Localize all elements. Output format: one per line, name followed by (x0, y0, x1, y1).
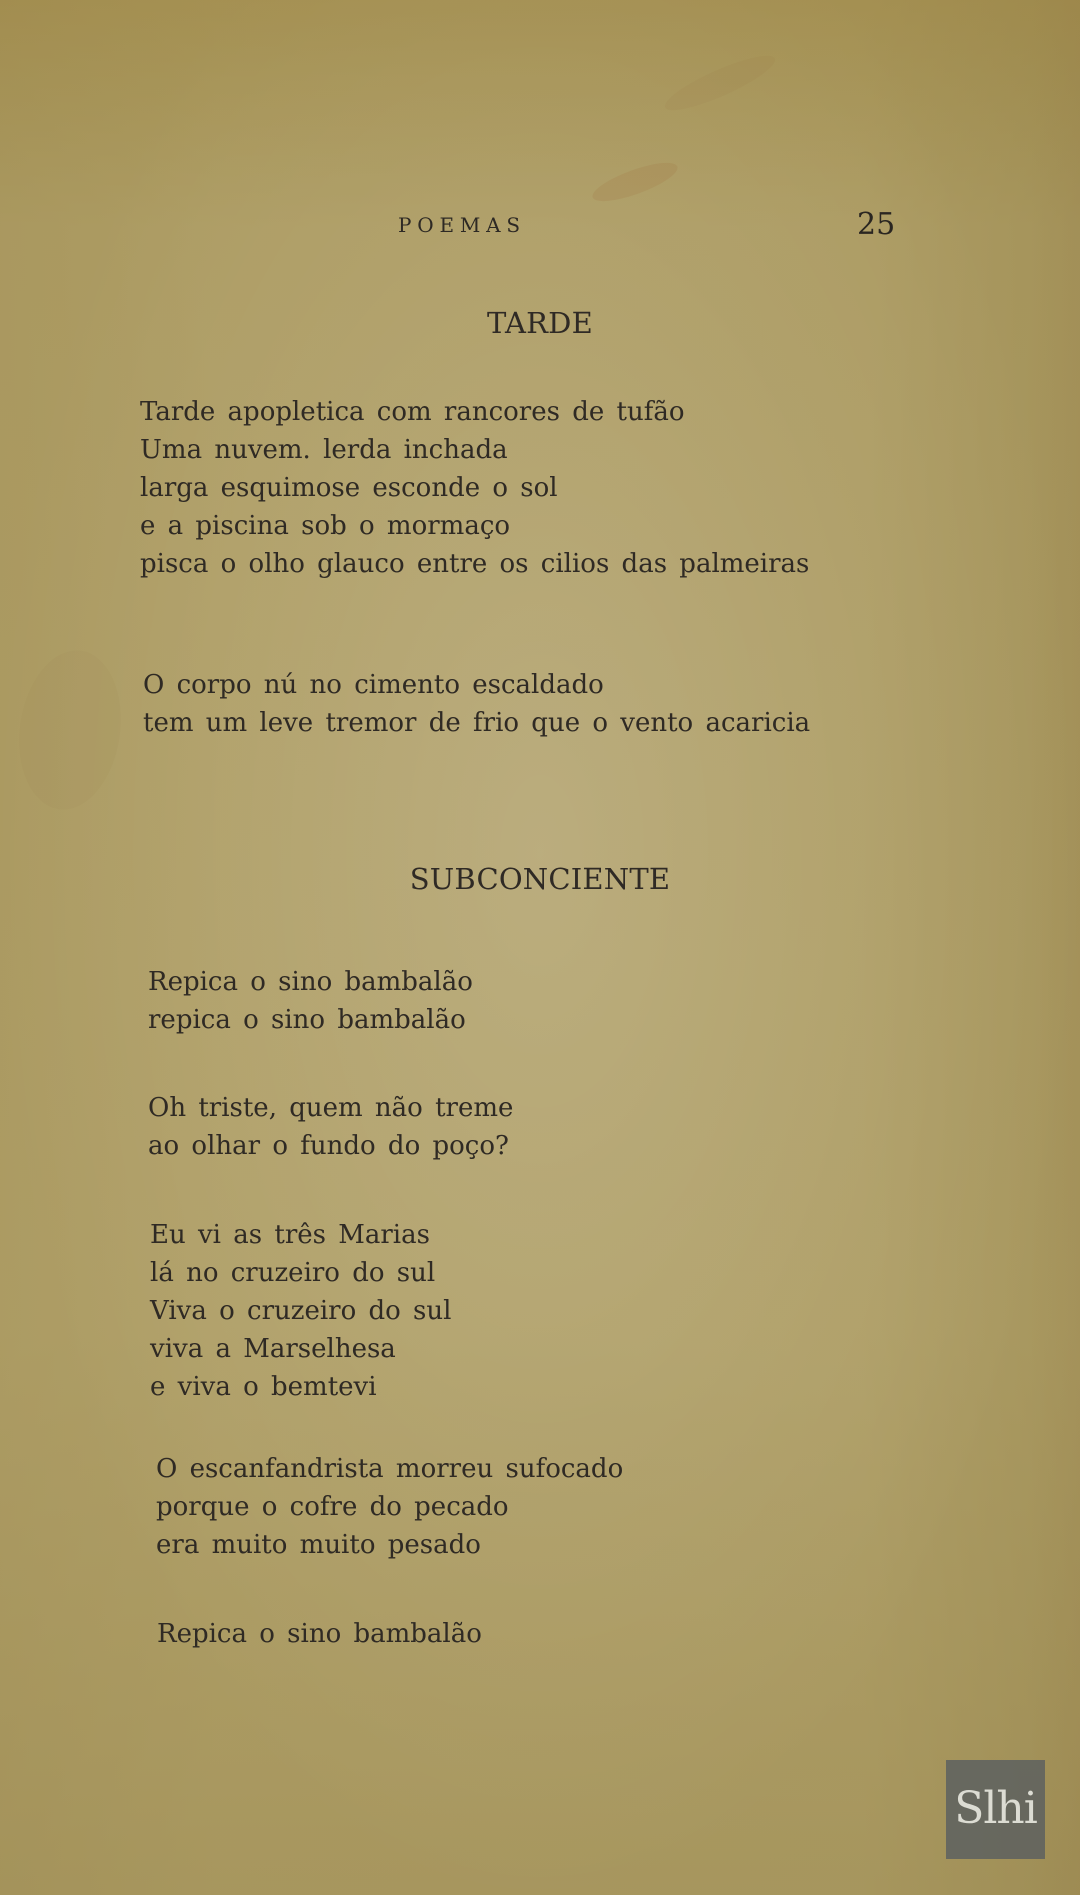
poem-line: era muito muito pesado (156, 1530, 481, 1560)
poem-line: lá no cruzeiro do sul (150, 1258, 436, 1288)
stanza (150, 1216, 451, 1406)
poem-line: ao olhar o fundo do poço? (148, 1131, 509, 1161)
stanza (148, 963, 473, 1039)
stanza (148, 1089, 513, 1165)
page-stain (9, 644, 130, 816)
stanza (156, 1450, 623, 1564)
poem-title: SUBCONCIENTE (409, 862, 671, 896)
stanza (143, 666, 810, 742)
logo-text: Slhi (954, 1783, 1037, 1834)
poem-line: Uma nuvem. lerda inchada (140, 435, 508, 465)
stanza (140, 393, 809, 583)
page-stain (660, 47, 780, 120)
poem-line: Eu vi as três Marias (150, 1220, 430, 1250)
poem-line: O corpo nú no cimento escaldado (143, 670, 604, 700)
poem-line: larga esquimose esconde o sol (140, 473, 558, 503)
poem-line: Repica o sino bambalão (148, 967, 473, 997)
poem-line: porque o cofre do pecado (156, 1492, 509, 1522)
poem-line: e a piscina sob o mormaço (140, 511, 511, 541)
stanza (157, 1615, 482, 1653)
poem-line: tem um leve tremor de frio que o vento acaricia (143, 708, 811, 738)
library-logo (946, 1760, 1045, 1859)
poem-line: Tarde apopletica com rancores de tufão (140, 397, 685, 427)
poem-line: Viva o cruzeiro do sul (150, 1296, 452, 1326)
poem-line: viva a Marselhesa (150, 1334, 396, 1364)
running-head: POEMAS (398, 213, 526, 237)
page-number: 25 (857, 207, 896, 242)
page-header (0, 207, 1080, 247)
poem-title: TARDE (487, 306, 593, 340)
poem-line: repica o sino bambalão (148, 1005, 466, 1035)
poem-line: Oh triste, quem não treme (148, 1093, 514, 1123)
poem-line: O escanfandrista morreu sufocado (156, 1454, 624, 1484)
poem-line: pisca o olho glauco entre os cilios das palmeiras (140, 549, 810, 579)
poem-line: e viva o bemtevi (150, 1372, 377, 1402)
page-stain (589, 155, 682, 208)
poem-line: Repica o sino bambalão (157, 1619, 482, 1649)
